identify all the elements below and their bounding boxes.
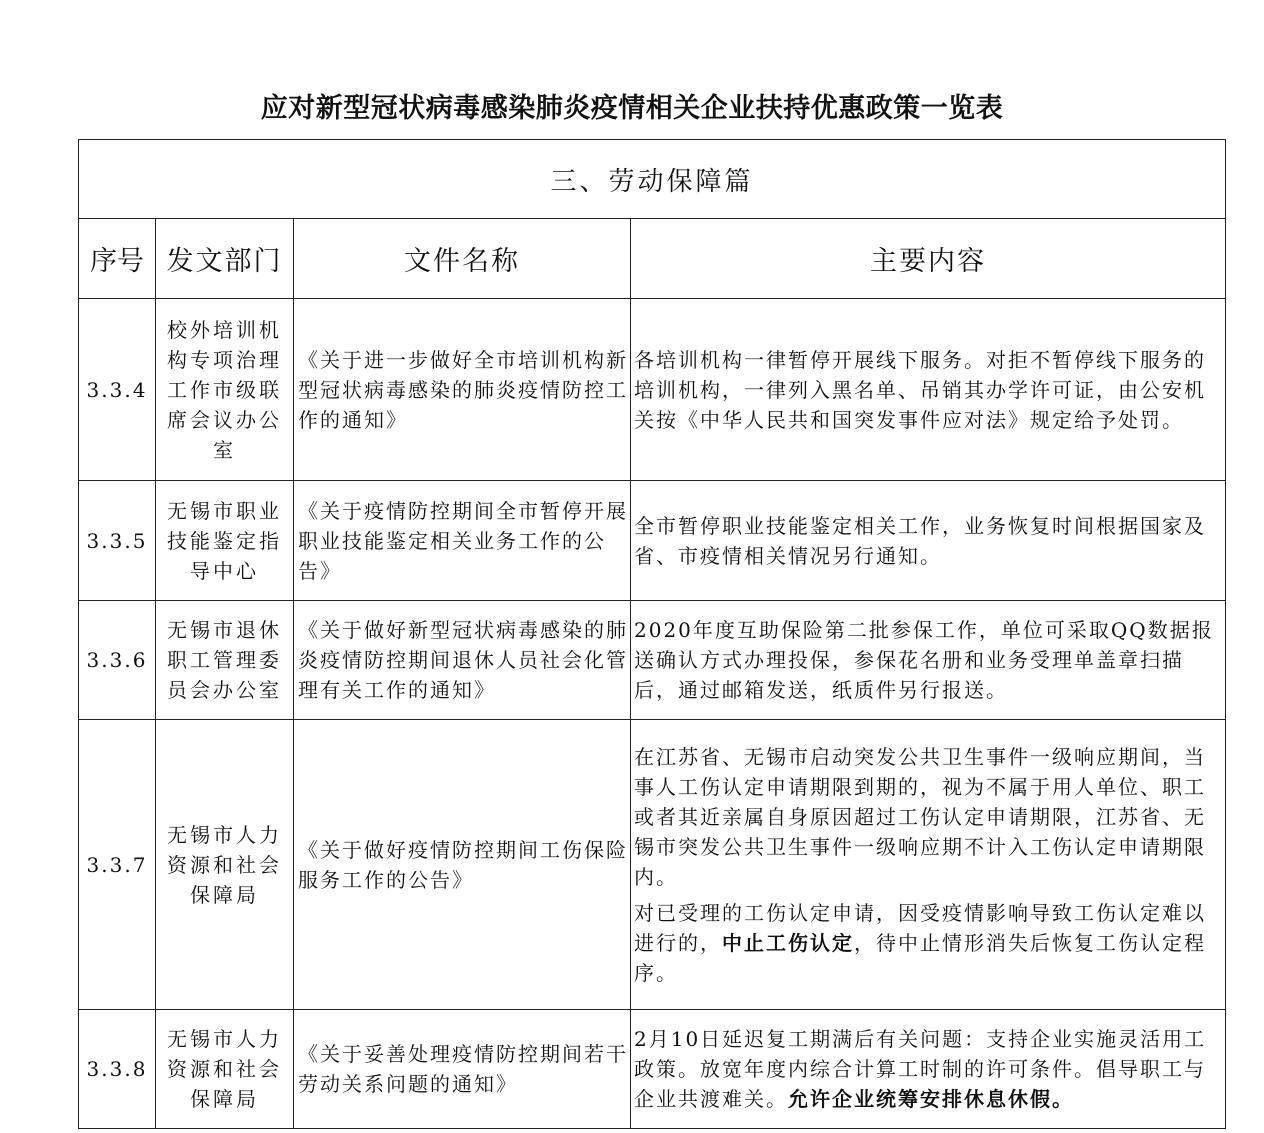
table-row: [79, 601, 1226, 720]
row-dept: 校外培训机构专项治理工作市级联席会议办公室: [156, 299, 294, 481]
row-file: 《关于进一步做好全市培训机构新型冠状病毒感染的肺炎疫情防控工作的通知》: [294, 299, 631, 481]
content-paragraph: 2020年度互助保险第二批参保工作，单位可采取QQ数据报送确认方式办理投保，参保花名册和业务受理单盖章扫描后，通过邮箱发送，纸质件另行报送。: [634, 618, 1214, 702]
section-row: [79, 140, 1226, 219]
table-row: [79, 1010, 1226, 1129]
row-num: 3.3.5: [79, 481, 156, 601]
row-file: 《关于做好疫情防控期间工伤保险服务工作的公告》: [294, 720, 631, 1010]
content-paragraph: 各培训机构一律暂停开展线下服务。对拒不暂停线下服务的培训机构，一律列入黑名单、吊销其办学许可证，由公安机关按《中华人民共和国突发事件应对法》规定给予处罚。: [634, 347, 1206, 432]
header-row: [79, 219, 1226, 299]
section-title: 三、劳动保障篇: [79, 140, 1226, 219]
row-content: [631, 601, 1226, 720]
row-num: 3.3.7: [79, 720, 156, 1010]
row-dept: 无锡市职业技能鉴定指导中心: [156, 481, 294, 601]
row-num: 3.3.6: [79, 601, 156, 720]
row-num: 3.3.4: [79, 299, 156, 481]
row-content: [631, 1010, 1226, 1129]
row-dept: 无锡市退休职工管理委员会办公室: [156, 601, 294, 720]
content-text: 对已受理的工伤认定申请，因受疫情影响导致工伤认定难以进行的，: [634, 900, 1206, 955]
document-title: 应对新型冠状病毒感染肺炎疫情相关企业扶持优惠政策一览表: [260, 93, 1004, 124]
header-file: 文件名称: [294, 219, 631, 299]
row-content: [631, 481, 1226, 601]
content-text: 2月10日延迟复工期满后有关问题：支持企业实施灵活用工政策。放宽年度内综合计算工时制的许可条件。倡导职工与企业共渡难关。: [634, 1027, 1207, 1111]
row-dept: 无锡市人力资源和社会保障局: [156, 1010, 294, 1129]
table-row: [79, 720, 1226, 1010]
table-row: [79, 481, 1226, 601]
table-row: [79, 299, 1226, 481]
header-dept: 发文部门: [156, 219, 294, 299]
content-paragraph: 在江苏省、无锡市启动突发公共卫生事件一级响应期间，当事人工伤认定申请期限到期的，视为不属于用人单位、职工或者其近亲属自身原因超过工伤认定申请期限，江苏省、无锡市突发公共卫生事件一级响应期不计入工伤认定申请期限内。: [634, 744, 1206, 889]
content-emphasis: 中止工伤认定: [722, 930, 854, 955]
row-content: [631, 720, 1226, 1010]
row-dept: 无锡市人力资源和社会保障局: [156, 720, 294, 1010]
row-file: 《关于做好新型冠状病毒感染的肺炎疫情防控期间退休人员社会化管理有关工作的通知》: [294, 601, 631, 720]
content-paragraph: [634, 1024, 1222, 1114]
policy-table: [78, 139, 1226, 1129]
row-content: [631, 299, 1226, 481]
row-num: 3.3.8: [79, 1010, 156, 1129]
content-emphasis: 允许企业统筹安排休息休假。: [788, 1087, 1074, 1111]
row-file: 《关于妥善处理疫情防控期间若干劳动关系问题的通知》: [294, 1010, 631, 1129]
content-paragraph: 全市暂停职业技能鉴定相关工作，业务恢复时间根据国家及省、市疫情相关情况另行通知。: [634, 513, 1206, 568]
row-file: 《关于疫情防控期间全市暂停开展职业技能鉴定相关业务工作的公告》: [294, 481, 631, 601]
header-content: 主要内容: [631, 219, 1226, 299]
content-text: ，待中止情形消失后恢复工伤认定程序。: [634, 930, 1206, 985]
content-paragraph-2: [634, 898, 1222, 988]
header-num: 序号: [79, 219, 156, 299]
